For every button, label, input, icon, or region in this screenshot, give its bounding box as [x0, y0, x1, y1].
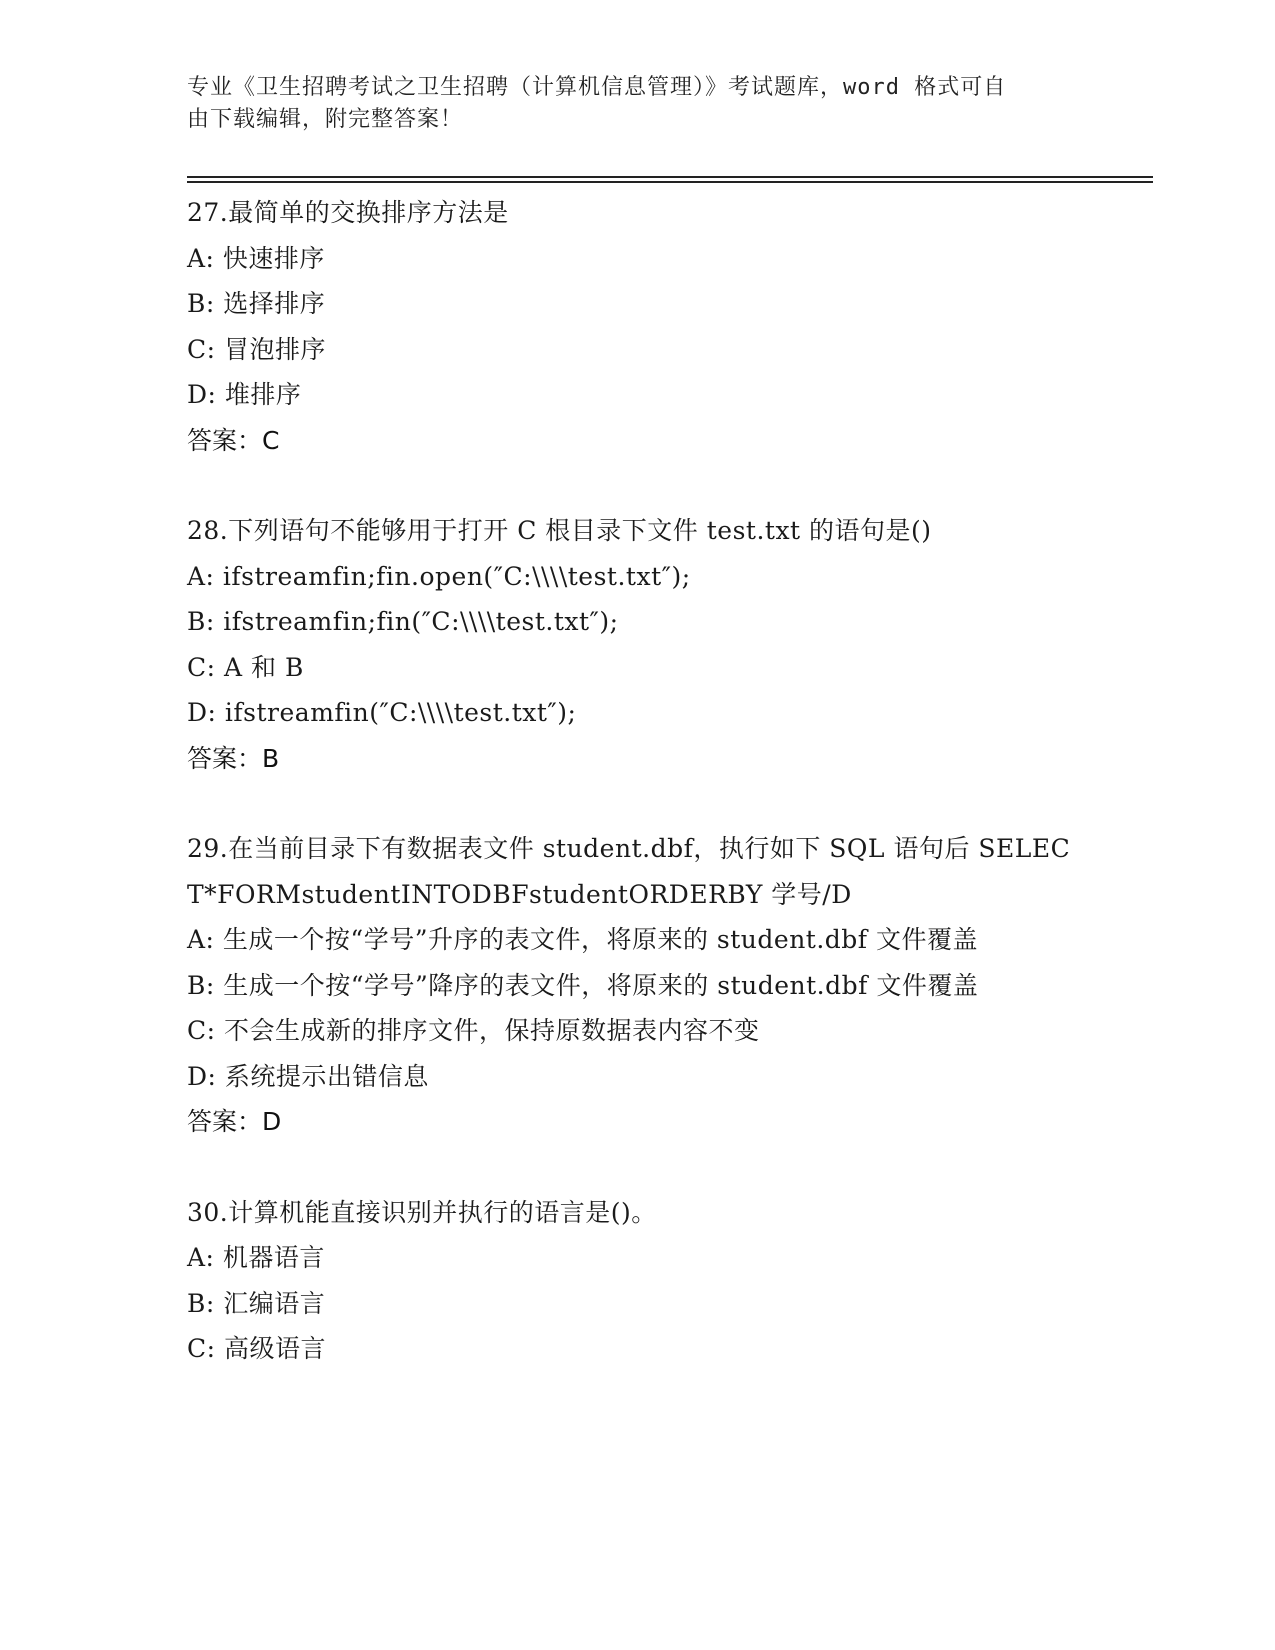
option-d: D: 堆排序	[187, 380, 302, 409]
header-line-2: 由下载编辑，附完整答案！	[187, 107, 464, 132]
question-stem: 27.最简单的交换排序方法是	[187, 198, 509, 227]
answer-line: 答案：D	[187, 1107, 282, 1136]
option-b: B: 生成一个按“学号”降序的表文件，将原来的 student.dbf 文件覆盖	[187, 970, 979, 1000]
option-b: B: ifstreamfin;fin(″C:\\\\test.txt″);	[187, 607, 619, 636]
question-28	[187, 508, 1087, 781]
option-d: D: ifstreamfin(″C:\\\\test.txt″);	[187, 698, 577, 727]
option-b: B: 选择排序	[187, 289, 326, 318]
question-list	[187, 190, 1087, 1417]
option-a: A: 机器语言	[187, 1243, 325, 1272]
option-a: A: 快速排序	[187, 243, 325, 273]
header-line-1: 专业《卫生招聘考试之卫生招聘（计算机信息管理）》考试题库，word 格式可自	[187, 75, 1007, 100]
answer-line: 答案：C	[187, 425, 280, 455]
header-divider-top	[187, 176, 1153, 178]
question-29	[187, 826, 1087, 1145]
option-c: C: 高级语言	[187, 1334, 326, 1363]
question-stem: 30.计算机能直接识别并执行的语言是()。	[187, 1197, 657, 1227]
option-c: C: 不会生成新的排序文件，保持原数据表内容不变	[187, 1016, 760, 1045]
option-c: C: 冒泡排序	[187, 334, 326, 364]
question-27	[187, 190, 1087, 463]
header-divider-bottom	[187, 181, 1153, 183]
option-b: B: 汇编语言	[187, 1288, 326, 1318]
answer-line: 答案：B	[187, 743, 280, 773]
question-30	[187, 1190, 1087, 1372]
question-stem: 29.在当前目录下有数据表文件 student.dbf，执行如下 SQL 语句后 SELECT*FORMstudentINTODBFstudentORDERBY 学号/D	[187, 834, 1071, 909]
option-a: A: 生成一个按“学号”升序的表文件，将原来的 student.dbf 文件覆盖	[187, 925, 979, 954]
question-stem: 28.下列语句不能够用于打开 C 根目录下文件 test.txt 的语句是()	[187, 516, 932, 545]
document-header	[187, 72, 1067, 136]
option-d: D: 系统提示出错信息	[187, 1061, 429, 1091]
option-a: A: ifstreamfin;fin.open(″C:\\\\test.txt″);	[187, 561, 691, 591]
option-c: C: A 和 B	[187, 652, 304, 682]
